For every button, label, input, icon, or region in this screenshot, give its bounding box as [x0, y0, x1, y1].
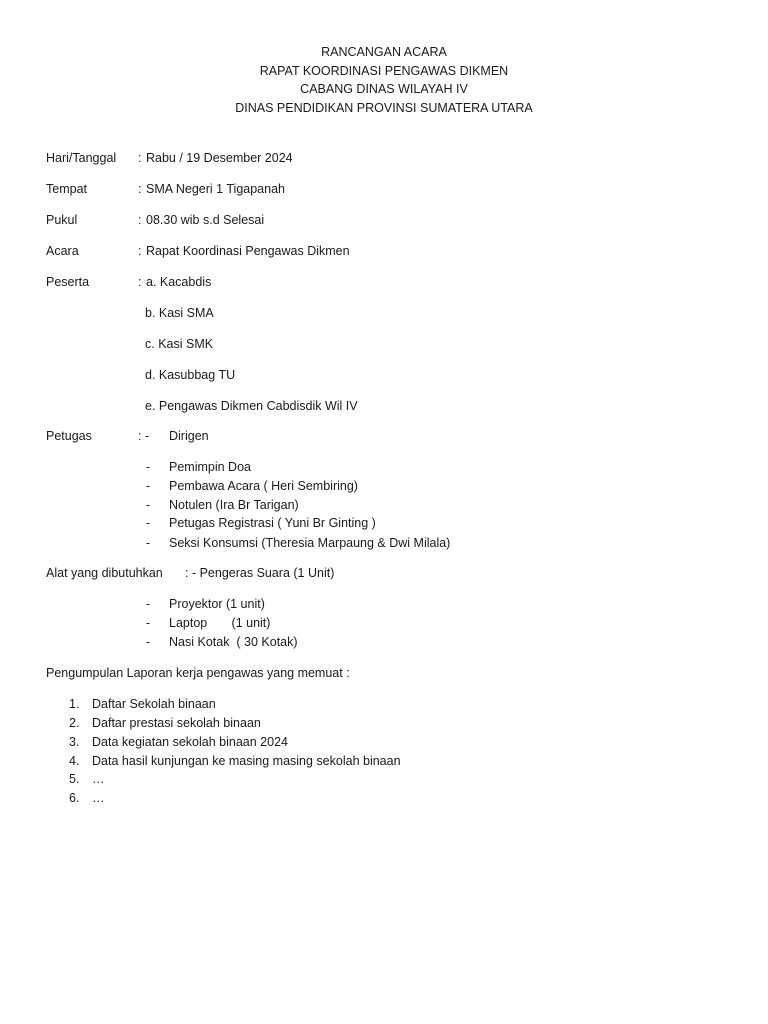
header-title: RANCANGAN ACARA [321, 45, 447, 59]
petugas-item: Pemimpin Doa [169, 460, 251, 474]
bullet-dash: - [146, 616, 151, 630]
list-number: 5. [69, 772, 80, 786]
laporan-item: Data kegiatan sekolah binaan 2024 [92, 735, 288, 749]
peserta-item: d. Kasubbag TU [145, 368, 236, 382]
field-value: Rabu / 19 Desember 2024 [146, 151, 293, 165]
field-colon: : [138, 151, 142, 165]
list-number: 2. [69, 716, 80, 730]
laporan-intro: Pengumpulan Laporan kerja pengawas yang memuat : [46, 666, 350, 680]
field-value: SMA Negeri 1 Tigapanah [146, 182, 285, 196]
alat-item: Nasi Kotak ( 30 Kotak) [169, 635, 298, 649]
petugas-item: Dirigen [169, 429, 209, 443]
field-colon: : [138, 275, 142, 289]
bullet-dash: - [146, 479, 151, 493]
laporan-item: Data hasil kunjungan ke masing masing sekolah binaan [92, 754, 401, 768]
field-label: Pukul [46, 213, 78, 227]
bullet-dash: - [146, 516, 151, 530]
list-number: 1. [69, 697, 80, 711]
alat-item: Proyektor (1 unit) [169, 597, 265, 611]
bullet-dash: - [146, 498, 151, 512]
header-meeting-name: RAPAT KOORDINASI PENGAWAS DIKMEN [259, 63, 509, 78]
list-number: 6. [69, 791, 80, 805]
header-branch: CABANG DINAS WILAYAH IV [300, 82, 468, 97]
laporan-item: Daftar prestasi sekolah binaan [92, 716, 261, 730]
alat-item: Laptop (1 unit) [169, 616, 271, 630]
field-colon: : [138, 213, 142, 227]
field-label: Peserta [46, 275, 90, 289]
petugas-item: Petugas Registrasi ( Yuni Br Ginting ) [169, 516, 376, 530]
list-number: 3. [69, 735, 80, 749]
peserta-item: a. Kacabdis [146, 275, 212, 289]
peserta-item: e. Pengawas Dikmen Cabdisdik Wil IV [145, 399, 358, 413]
field-label: Alat yang dibutuhkan [46, 566, 163, 580]
document-header [0, 43, 768, 118]
bullet-dash: - [146, 597, 151, 611]
petugas-item: Seksi Konsumsi (Theresia Marpaung & Dwi Milala) [169, 536, 451, 550]
field-label: Petugas [46, 429, 92, 443]
peserta-item: c. Kasi SMK [145, 337, 214, 351]
field-label: Acara [46, 244, 79, 258]
bullet-dash: - [146, 635, 151, 649]
bullet-dash: - [146, 460, 151, 474]
peserta-item: b. Kasi SMA [145, 306, 214, 320]
petugas-item: Pembawa Acara ( Heri Sembiring) [169, 479, 358, 493]
field-label: Tempat [46, 182, 87, 196]
bullet-dash: - [146, 536, 151, 550]
field-value: 08.30 wib s.d Selesai [146, 213, 265, 227]
laporan-item: … [92, 772, 105, 786]
laporan-item: Daftar Sekolah binaan [92, 697, 216, 711]
alat-item: : - Pengeras Suara (1 Unit) [185, 566, 335, 580]
field-colon: : [138, 182, 142, 196]
list-number: 4. [69, 754, 80, 768]
field-colon: : - [138, 429, 150, 443]
header-agency: DINAS PENDIDIKAN PROVINSI SUMATERA UTARA [235, 101, 533, 116]
field-value: Rapat Koordinasi Pengawas Dikmen [146, 244, 350, 258]
petugas-item: Notulen (Ira Br Tarigan) [169, 498, 299, 512]
field-colon: : [138, 244, 142, 258]
laporan-item: … [92, 791, 105, 805]
field-label: Hari/Tanggal [46, 151, 117, 165]
